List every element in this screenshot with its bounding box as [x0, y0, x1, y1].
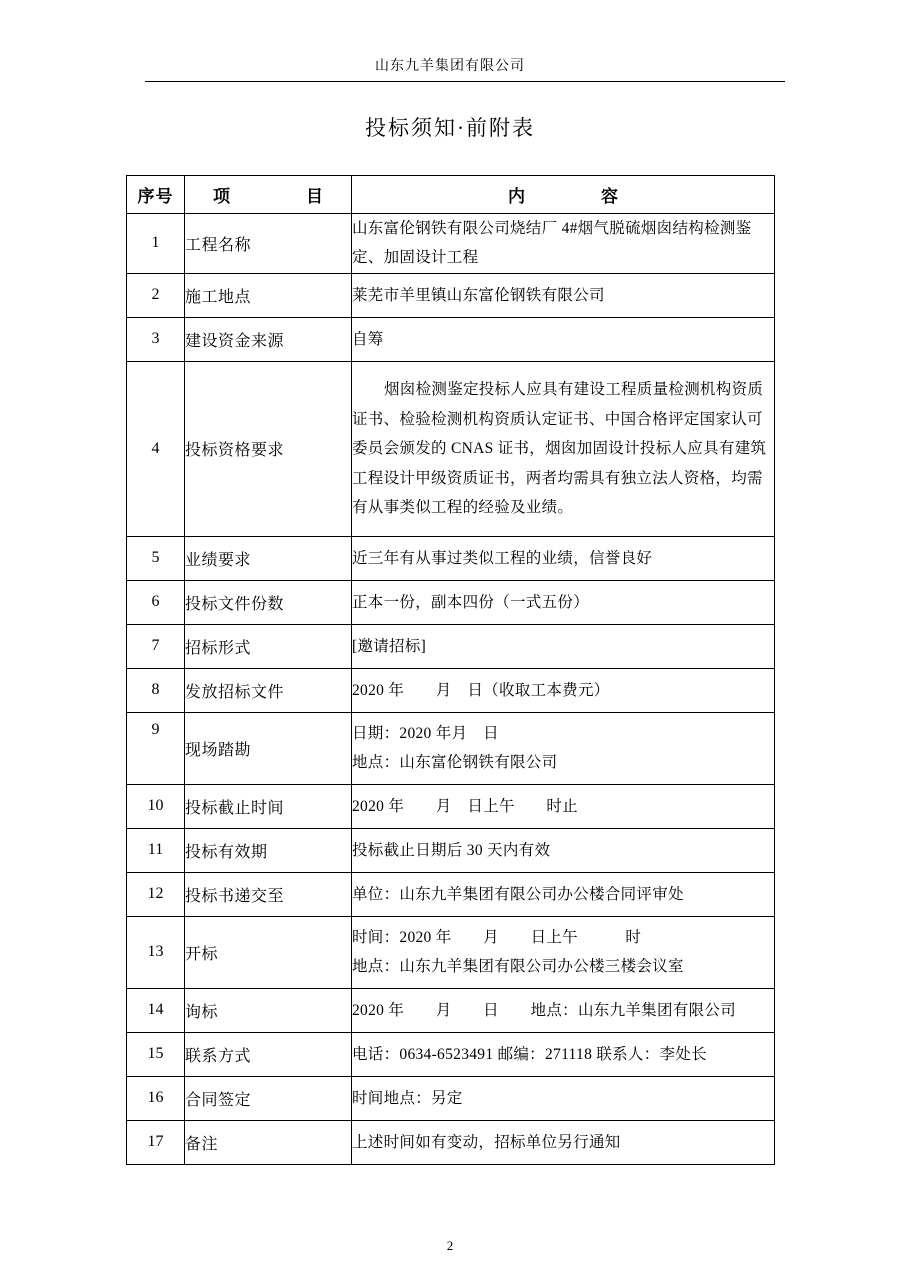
row-content: 山东富伦钢铁有限公司烧结厂 4#烟气脱硫烟囱结构检测鉴定、加固设计工程 — [352, 214, 775, 274]
table-row — [127, 273, 775, 317]
row-no: 14 — [127, 988, 185, 1032]
row-no: 15 — [127, 1032, 185, 1076]
row-no: 4 — [127, 361, 185, 536]
row-content: 2020 年 月 日 地点：山东九羊集团有限公司 — [352, 988, 775, 1032]
row-content: 投标截止日期后 30 天内有效 — [352, 828, 775, 872]
table-row — [127, 536, 775, 580]
row-no: 7 — [127, 624, 185, 668]
table-row — [127, 214, 775, 274]
row-content: 莱芜市羊里镇山东富伦钢铁有限公司 — [352, 273, 775, 317]
row-content: [邀请招标] — [352, 624, 775, 668]
table-row — [127, 668, 775, 712]
row-no: 5 — [127, 536, 185, 580]
table-header-row — [127, 176, 775, 214]
row-content-line: 时间：2020 年 月 日上午 时 — [352, 928, 642, 946]
row-item: 投标书递交至 — [185, 872, 352, 916]
table-row — [127, 1120, 775, 1164]
header-divider — [145, 81, 785, 82]
row-item: 联系方式 — [185, 1032, 352, 1076]
row-content: 单位：山东九羊集团有限公司办公楼合同评审处 — [352, 872, 775, 916]
row-item: 投标截止时间 — [185, 784, 352, 828]
row-content: 时间地点：另定 — [352, 1076, 775, 1120]
row-no: 8 — [127, 668, 185, 712]
table-row — [127, 712, 775, 784]
table-row — [127, 317, 775, 361]
row-item: 投标文件份数 — [185, 580, 352, 624]
table-row — [127, 988, 775, 1032]
row-item: 发放招标文件 — [185, 668, 352, 712]
row-no: 10 — [127, 784, 185, 828]
row-item: 现场踏勘 — [185, 712, 352, 784]
table-row — [127, 1032, 775, 1076]
table-row — [127, 361, 775, 536]
row-item: 业绩要求 — [185, 536, 352, 580]
row-no: 12 — [127, 872, 185, 916]
table-row — [127, 828, 775, 872]
row-item: 招标形式 — [185, 624, 352, 668]
column-header-no: 序号 — [127, 176, 185, 214]
row-content: 电话：0634-6523491 邮编：271118 联系人：李处长 — [352, 1032, 775, 1076]
row-content-text: 烟囱检测鉴定投标人应具有建设工程质量检测机构资质证书、检验检测机构资质认定证书、中国合格评定国家认可委员会颁发的 CNAS 证书，烟囱加固设计投标人应具有建筑工程设计甲级资质证书，两者均需具有独立法人资格，均需有从事类似工程的经验及业绩。 — [352, 381, 767, 517]
table-row — [127, 1076, 775, 1120]
row-content: 自筹 — [352, 317, 775, 361]
row-no: 13 — [127, 916, 185, 988]
row-content-line: 日期：2020 年月 日 — [352, 724, 499, 742]
row-content: 正本一份，副本四份（一式五份） — [352, 580, 775, 624]
header-company-name: 山东九羊集团有限公司 — [375, 59, 525, 74]
row-item: 开标 — [185, 916, 352, 988]
bid-notice-table-wrapper — [126, 175, 774, 1165]
row-item: 工程名称 — [185, 214, 352, 274]
table-row — [127, 580, 775, 624]
row-content — [352, 916, 775, 988]
row-content-line: 地点：山东九羊集团有限公司办公楼三楼会议室 — [352, 958, 684, 976]
row-item: 投标有效期 — [185, 828, 352, 872]
page-title: 投标须知·前附表 — [365, 116, 535, 140]
row-no: 1 — [127, 214, 185, 274]
row-item: 建设资金来源 — [185, 317, 352, 361]
row-item: 询标 — [185, 988, 352, 1032]
row-no: 9 — [127, 712, 185, 784]
row-item: 合同签定 — [185, 1076, 352, 1120]
row-no: 16 — [127, 1076, 185, 1120]
row-no: 17 — [127, 1120, 185, 1164]
table-row — [127, 872, 775, 916]
page-header — [0, 55, 900, 75]
row-item: 投标资格要求 — [185, 361, 352, 536]
row-no: 11 — [127, 828, 185, 872]
table-row — [127, 784, 775, 828]
row-content: 近三年有从事过类似工程的业绩，信誉良好 — [352, 536, 775, 580]
row-content: 2020 年 月 日（收取工本费元） — [352, 668, 775, 712]
row-content — [352, 361, 775, 536]
row-content-line: 地点：山东富伦钢铁有限公司 — [352, 754, 558, 772]
row-no: 3 — [127, 317, 185, 361]
row-content: 上述时间如有变动，招标单位另行通知 — [352, 1120, 775, 1164]
row-content: 2020 年 月 日上午 时止 — [352, 784, 775, 828]
row-item: 备注 — [185, 1120, 352, 1164]
table-row — [127, 624, 775, 668]
column-header-content: 内 容 — [352, 176, 775, 214]
column-header-item: 项 目 — [185, 176, 352, 214]
bid-notice-table — [126, 175, 775, 1165]
row-item: 施工地点 — [185, 273, 352, 317]
table-row — [127, 916, 775, 988]
row-no: 2 — [127, 273, 185, 317]
row-no: 6 — [127, 580, 185, 624]
row-content — [352, 712, 775, 784]
page-number: 2 — [446, 1238, 454, 1253]
